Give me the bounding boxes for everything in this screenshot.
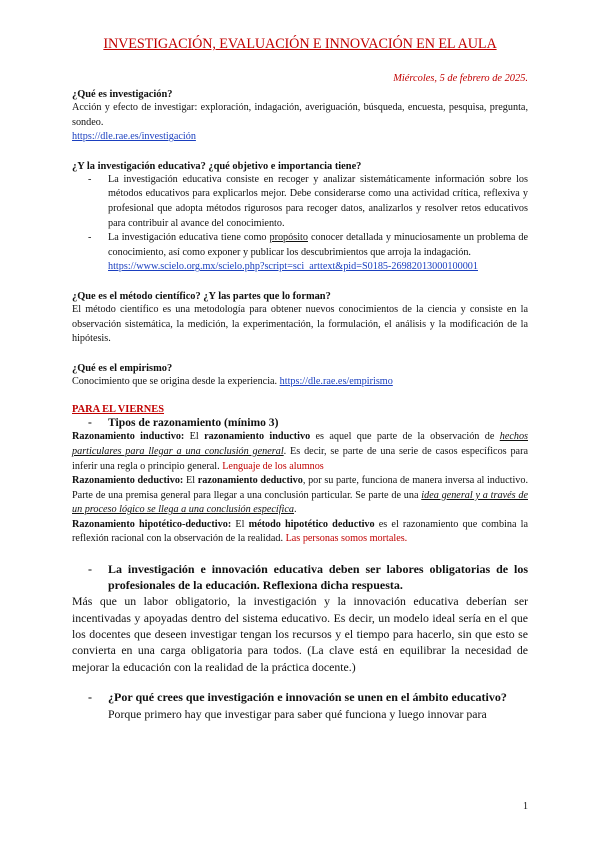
heading-investigacion: ¿Qué es investigación?	[72, 89, 173, 100]
note-lenguaje-alumnos: Lenguaje de los alumnos	[222, 460, 324, 472]
heading-labores-obligatorias: - La investigación e innovación educativa deben ser labores obligatorias de los profesionales de la educación. Reflexiona dicha respuesta.	[88, 562, 528, 592]
link-scielo[interactable]: https://www.scielo.org.mx/scielo.php?script=sci_arttext&pid=S0185-26982013000100001	[108, 261, 478, 273]
dash-marker: -	[88, 232, 92, 244]
document-title: INVESTIGACIÓN, EVALUACIÓN E INNOVACIÓN EN EL AULA	[103, 36, 497, 52]
text-investigacion-innovacion: Porque primero hay que investigar para saber qué funciona y luego innovar para	[108, 706, 487, 721]
list-item: - La investigación educativa consiste en recoger y analizar sistemáticamente información sobre los métodos educativos para explicarlos mejor. Debe considerarse como una actividad crítica, reflexiva y profesional que adopta métodos rigurosos para recoger datos, analizarlos y resolver retos educativos para contribuir al avance del conocimiento.	[88, 173, 528, 229]
heading-investigacion-educativa: ¿Y la investigación educativa? ¿qué objetivo e importancia tiene?	[72, 160, 362, 172]
list-investigacion-educativa	[72, 173, 528, 275]
dash-marker: -	[88, 562, 92, 577]
dash-marker: -	[88, 690, 92, 705]
text-empirismo: Conocimiento que se origina desde la experiencia. https://dle.rae.es/empirismo	[72, 375, 393, 387]
link-rae-investigacion[interactable]: https://dle.rae.es/investigación	[72, 131, 196, 143]
underlined-proposito: propósito	[269, 232, 308, 244]
dash-marker: -	[88, 173, 92, 185]
note-personas-mortales: Las personas somos mortales.	[285, 533, 408, 545]
label-para-el-viernes: PARA EL VIERNES	[72, 404, 165, 416]
document-date: Miércoles, 5 de febrero de 2025.	[393, 73, 528, 84]
definition-investigacion: Acción y efecto de investigar: exploración, indagación, averiguación, búsqueda, encuesta, pesquisa, pregunta, sondeo.	[72, 102, 528, 128]
dash-marker: -	[88, 416, 92, 430]
heading-empirismo: ¿Qué es el empirismo?	[72, 362, 173, 374]
heading-metodo-cientifico: ¿Que es el método científico? ¿Y las partes que lo forman?	[72, 290, 331, 302]
page-number: 1	[523, 801, 528, 812]
paragraph-hipotetico: Razonamiento hipotético-deductivo: El método hipotético deductivo es el razonamiento que combina la reflexión racional con la observación de la realidad. Las personas somos mortales.	[72, 518, 528, 545]
text-metodo-cientifico: El método científico es una metodología para obtener nuevos conocimientos de la ciencia y consiste en la observación sistemática, la medición, la experimentación, la formulación, el análisis y la modificación de la hipótesis.	[72, 303, 528, 345]
text-labores-obligatorias: Más que un labor obligatorio, la investigación y la innovación educativa deberían ser incentivadas y apoyadas dentro del sistema educativo. Es decir, un modelo ideal sería en el que los docentes que deseen investigar tengan los recursos y el tiempo para hacerlo, sin que esto se convierta en una carga obligatoria para todos. (La clave está en equilibrar la necesidad de mejorar la educación con la realidad de la práctica docente.)	[72, 594, 528, 674]
heading-investigacion-innovacion: - ¿Por qué crees que investigación e innovación se unen en el ámbito educativo?	[88, 690, 507, 705]
link-rae-empirismo[interactable]: https://dle.rae.es/empirismo	[279, 375, 393, 387]
paragraph-deductivo: Razonamiento deductivo: El razonamiento deductivo, por su parte, funciona de manera inversa al inductivo. Parte de una premisa general para llegar a una conclusión particular. Se parte de una idea general y a través de un proceso lógico se llega a una conclusión específica.	[72, 475, 529, 516]
paragraph-inductivo: Razonamiento inductivo: El razonamiento inductivo es aquel que parte de la observación de hechos particulares para llegar a una conclusión general. Es decir, se parte de una serie de casos específicos para inferir una regla o principio general. Lenguaje de los alumnos	[72, 431, 529, 472]
subheading-tipos-razonamiento: - Tipos de razonamiento (mínimo 3)	[88, 416, 279, 430]
list-item: - La investigación educativa tiene como propósito conocer detallada y minuciosamente un problema de conocimiento, así como exponer y publicar los descubrimientos que arroja la indagación. https://www.scielo.org.mx/scielo.php?script=sci_arttext&pid=S0185-26982013000100001	[88, 232, 529, 273]
